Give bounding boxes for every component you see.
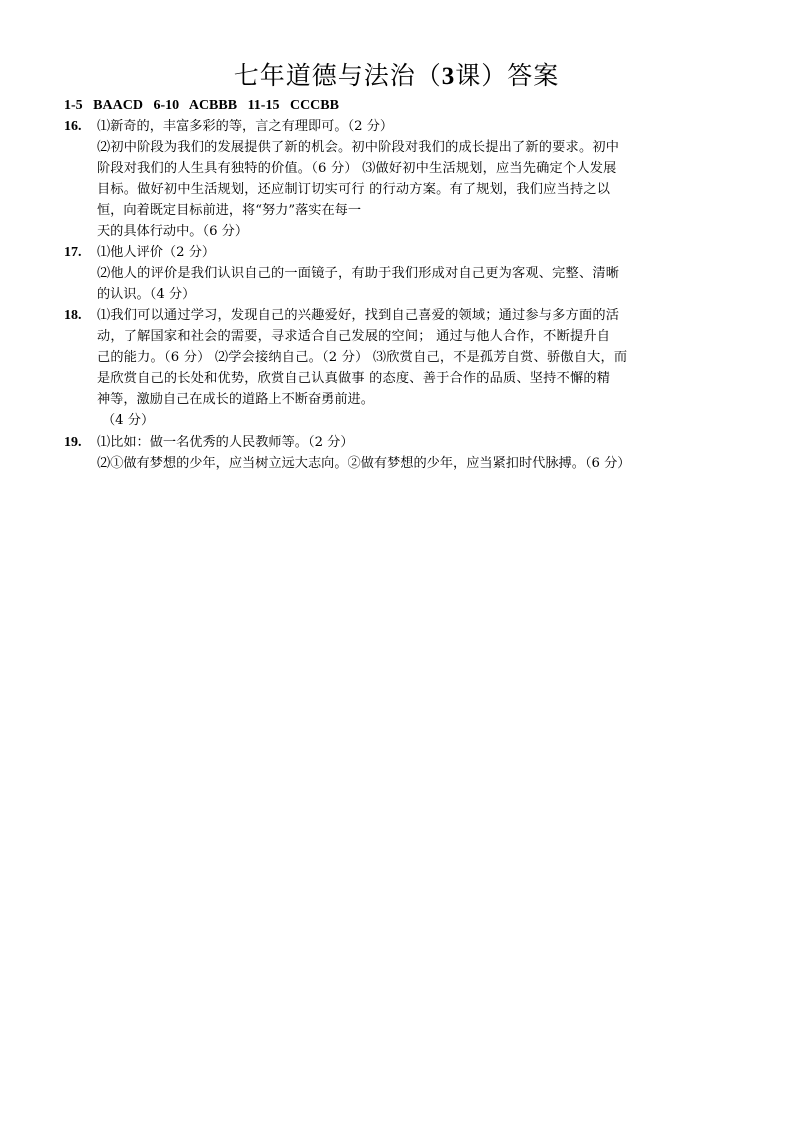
answer-line: （4 分） xyxy=(102,413,155,428)
answer-line: 是欣赏自己的长处和优势，欣赏自己认真做事 的态度、善于合作的品质、坚持不懈的精 xyxy=(97,371,611,386)
answer-line: 神等，激励自己在成长的道路上不断奋勇前进。 xyxy=(97,392,374,407)
answer-line: 己的能力。（6 分） ⑵学会接纳自己。（2 分） ⑶欣赏自己，不是孤芳自赏、骄傲自大，而 xyxy=(97,350,628,365)
title-suffix: 课）答案 xyxy=(455,61,560,90)
answer-line: ⑴我们可以通过学习，发现自己的兴趣爱好，找到自己喜爱的领域；通过参与多方面的活 xyxy=(97,308,620,323)
question-number: 18. xyxy=(64,308,82,323)
answer-line: ⑵他人的评价是我们认识自己的一面镜子，有助于我们形成对自己更为客观、完整、清晰 xyxy=(97,266,620,281)
answer-line: ⑵初中阶段为我们的发展提供了新的机会。初中阶段对我们的成长提出了新的要求。初中 xyxy=(97,140,620,155)
answer-line: ⑴他人评价（2 分） xyxy=(97,245,216,260)
answer-line: 阶段对我们的人生具有独特的价值。（6 分） ⑶做好初中生活规划，应当先确定个人发展 xyxy=(97,161,617,176)
page-title xyxy=(0,58,793,95)
answer-line: 天的具体行动中。（6 分） xyxy=(97,224,249,239)
answer-line: ⑴新奇的，丰富多彩的等，言之有理即可。（2 分） xyxy=(97,119,394,134)
question-number: 19. xyxy=(64,435,82,450)
title-lesson-number: 3 xyxy=(441,63,456,90)
answer-line: 目标。做好初中生活规划，还应制订切实可行 的行动方案。有了规划，我们应当持之以 xyxy=(97,182,611,197)
title-prefix: 七年道德与法治（ xyxy=(233,61,442,90)
question-number: 16. xyxy=(64,119,82,134)
answer-line: ⑵①做有梦想的少年，应当树立远大志向。②做有梦想的少年，应当紧扣时代脉搏。（6 分） xyxy=(97,456,631,471)
answer-line: 的认识。（4 分） xyxy=(97,287,196,302)
answer-line: 恒，向着既定目标前进，将“努力”落实在每一 xyxy=(97,203,362,218)
multiple-choice-answers: 1-5 BAACD 6-10 ACBBB 11-15 CCCBB xyxy=(64,98,339,113)
question-number: 17. xyxy=(64,245,82,260)
answer-line: ⑴比如：做一名优秀的人民教师等。（2 分） xyxy=(97,435,354,450)
answer-line: 动，了解国家和社会的需要，寻求适合自己发展的空间； 通过与他人合作，不断提升自 xyxy=(97,329,611,344)
